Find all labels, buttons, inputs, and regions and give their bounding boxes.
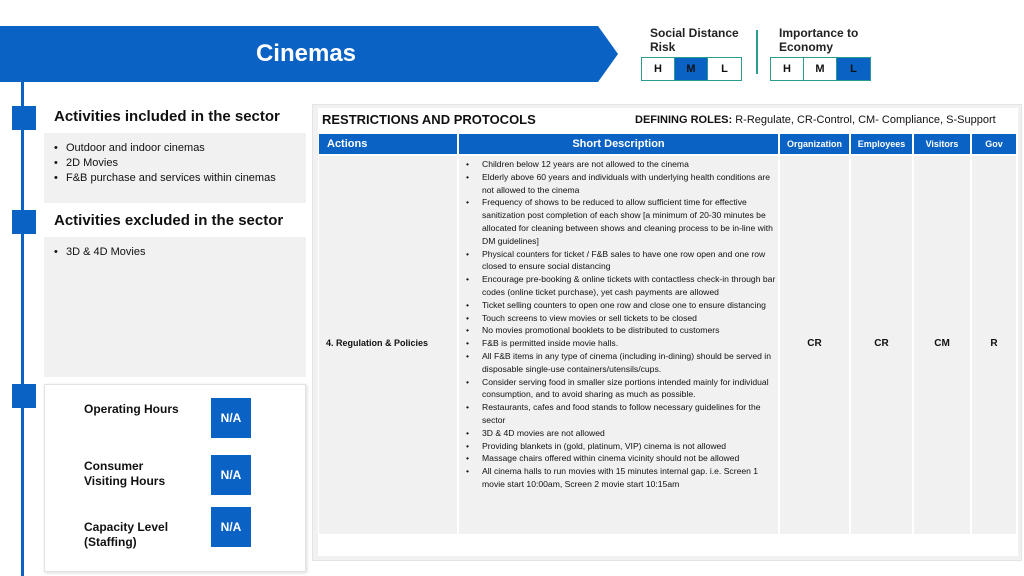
- list-item: • Children below 12 years are not allowed to the cinema: [464, 158, 776, 171]
- list-item: • Consider serving food in smaller size portions intended mainly for individual consumption, and to avoid sharing as much as possible.: [464, 376, 776, 402]
- defining-roles: [635, 114, 996, 126]
- list-item: • Massage chairs offered within cinema vicinity should not be allowed: [464, 452, 776, 465]
- level-h: H: [642, 58, 675, 80]
- restrictions-title: RESTRICTIONS AND PROTOCOLS: [322, 112, 536, 127]
- level-m-selected: M: [675, 58, 708, 80]
- capacity-label: Capacity Level (Staffing): [84, 520, 169, 549]
- excluded-list: [44, 237, 306, 260]
- timeline-marker: [12, 210, 36, 234]
- list-item: • 3D & 4D Movies: [54, 245, 306, 260]
- column-header-actions: Actions: [319, 134, 457, 154]
- list-item: • Touch screens to view movies or sell tickets to be closed: [464, 312, 776, 325]
- economy-scale: [770, 57, 871, 81]
- level-l-selected: L: [837, 58, 870, 80]
- social-distance-scale: [641, 57, 742, 81]
- role-employees: CR: [874, 338, 889, 349]
- role-gov: R: [990, 338, 998, 349]
- list-item: • Encourage pre-booking & online tickets with contactless check-in through bar codes (online ticket purchase), yet cash payments are allowed: [464, 273, 776, 299]
- level-l: L: [708, 58, 741, 80]
- level-m: M: [804, 58, 837, 80]
- included-list-card: [44, 133, 306, 203]
- column-header-visitors: Visitors: [914, 134, 970, 154]
- list-item: • 2D Movies: [54, 156, 306, 171]
- column-header-gov: Gov: [972, 134, 1016, 154]
- list-item: • Frequency of shows to be reduced to allow sufficient time for effective sanitization post completion of each show [a minimum of 20-30 minutes be allocated for cleaning between shows and cleaning process to be in-line with DM guidelines]: [464, 196, 776, 247]
- list-item: • Physical counters for ticket / F&B sales to have one row open and one row closed to ensure social distancing: [464, 248, 776, 274]
- list-item: • 3D & 4D movies are not allowed: [464, 427, 776, 440]
- operating-hours-label: Operating Hours: [84, 402, 179, 416]
- page-title: Cinemas: [255, 40, 357, 67]
- title-banner: [0, 26, 602, 82]
- list-item: • No movies promotional booklets to be distributed to customers: [464, 324, 776, 337]
- list-item: • All F&B items in any type of cinema (including in-dining) should be served in disposable single-use containers/utensils/cups.: [464, 350, 776, 376]
- list-item: • Ticket selling counters to open one row and close one to ensure distancing: [464, 299, 776, 312]
- list-item: • Elderly above 60 years and individuals with underlying health conditions are not allowed to the cinema: [464, 171, 776, 197]
- economy-importance: [779, 26, 879, 54]
- column-header-description: Short Description: [459, 134, 778, 154]
- role-visitors: CM: [934, 338, 950, 349]
- included-list: [44, 133, 306, 186]
- description-list: [464, 158, 776, 491]
- timeline-marker: [12, 384, 36, 408]
- timeline-line: [21, 82, 24, 576]
- header-divider: [756, 30, 758, 74]
- list-item: • F&B purchase and services within cinemas: [54, 171, 306, 186]
- column-header-organization: Organization: [780, 134, 849, 154]
- column-header-employees: Employees: [851, 134, 912, 154]
- operating-hours-value: N/A: [211, 398, 251, 438]
- consumer-hours-label: Consumer Visiting Hours: [84, 459, 166, 488]
- list-item: • Restaurants, cafes and food stands to follow necessary guidelines for the sector: [464, 401, 776, 427]
- included-title: Activities included in the sector: [54, 108, 280, 125]
- role-organization: CR: [807, 338, 822, 349]
- description-list-container: [464, 158, 776, 491]
- action-label: 4. Regulation & Policies: [326, 338, 429, 348]
- list-item: • Outdoor and indoor cinemas: [54, 141, 306, 156]
- level-h: H: [771, 58, 804, 80]
- economy-label: Importance to Economy: [779, 26, 859, 54]
- excluded-list-card: [44, 237, 306, 377]
- roles-text: R-Regulate, CR-Control, CM- Compliance, S-Support: [735, 114, 996, 126]
- capacity-value: N/A: [211, 507, 251, 547]
- list-item: • F&B is permitted inside movie halls.: [464, 337, 776, 350]
- consumer-hours-value: N/A: [211, 455, 251, 495]
- timeline-marker: [12, 106, 36, 130]
- list-item: • All cinema halls to run movies with 15 minutes internal gap. i.e. Screen 1 movie start 10:00am, Screen 2 movie start 10:15am: [464, 465, 776, 491]
- social-distance-risk: [650, 26, 750, 54]
- roles-label: DEFINING ROLES:: [635, 114, 733, 126]
- excluded-title: Activities excluded in the sector: [54, 212, 284, 229]
- list-item: • Providing blankets in (gold, platinum, VIP) cinema is not allowed: [464, 440, 776, 453]
- social-distance-label: Social Distance Risk: [650, 26, 739, 54]
